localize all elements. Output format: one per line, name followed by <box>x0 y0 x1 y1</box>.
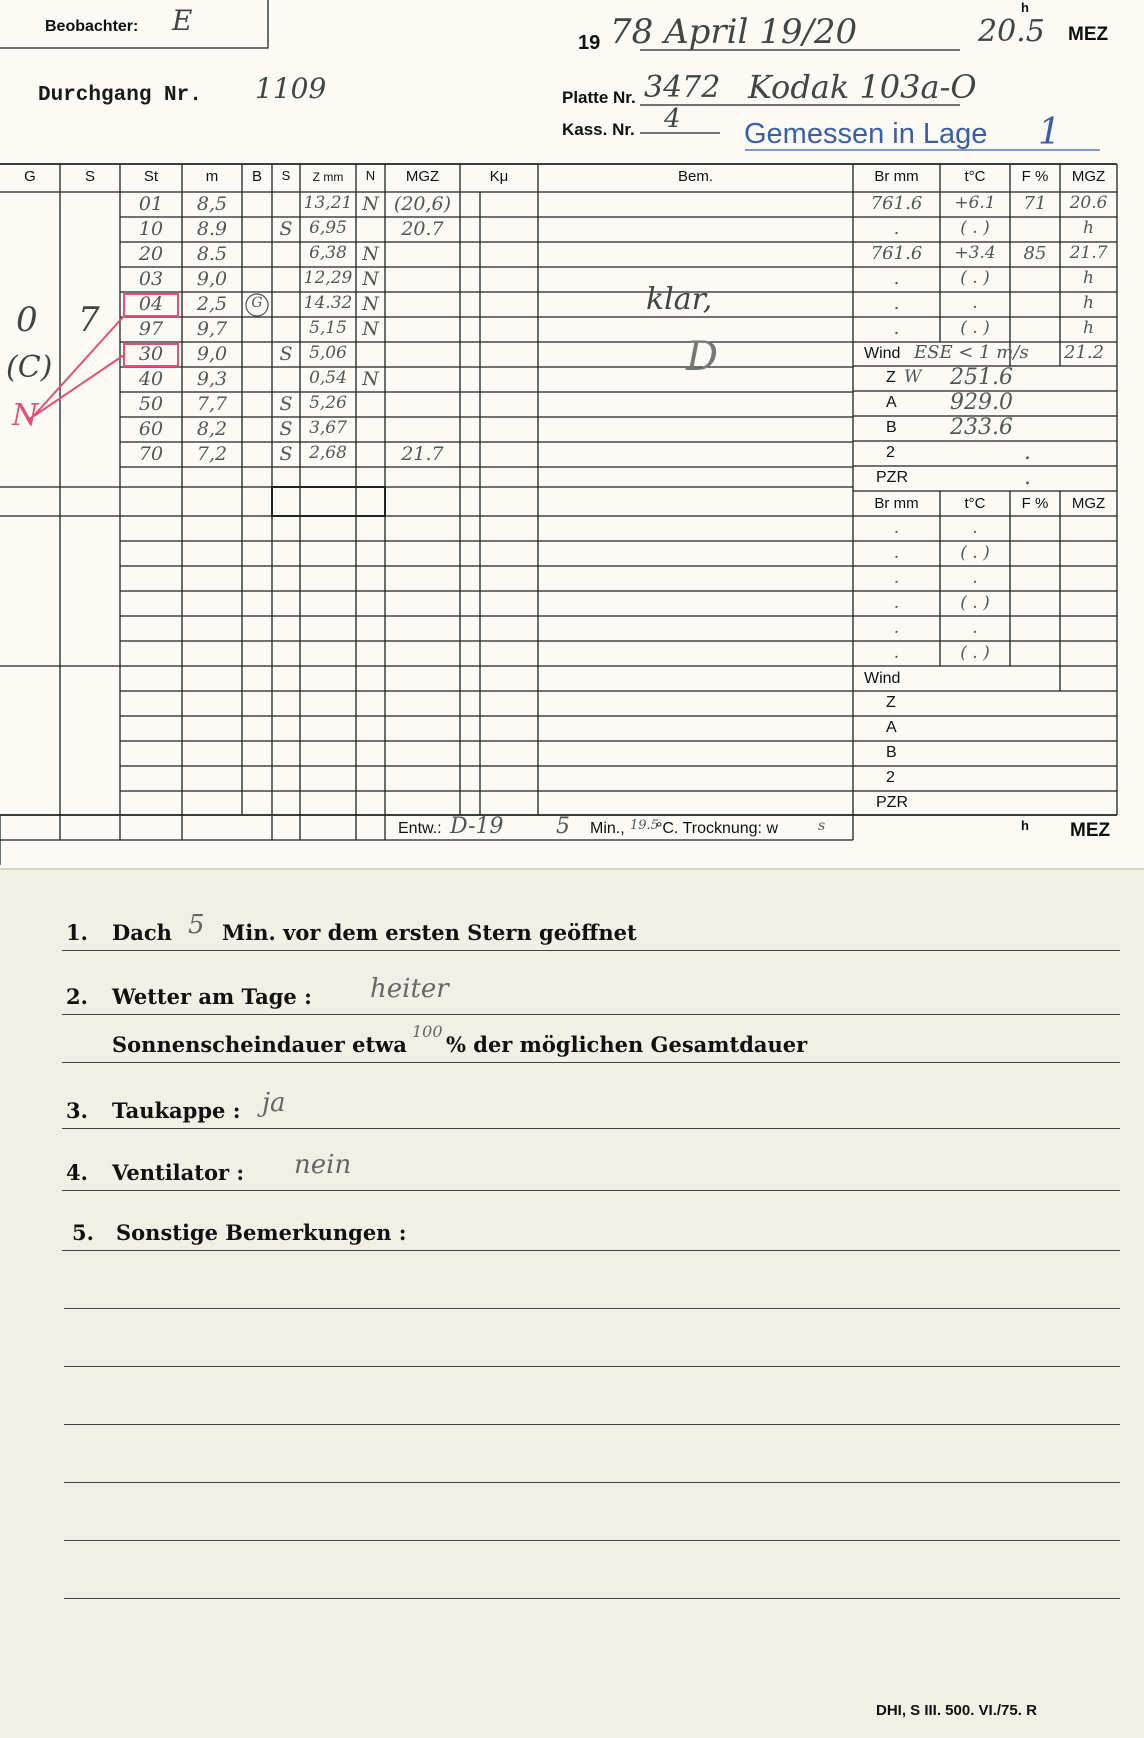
question-number: 2. <box>66 984 88 1009</box>
question-answer: ja <box>262 1088 286 1118</box>
row-m: 7,7 <box>196 393 228 415</box>
col-header-bem: Bem. <box>677 168 713 185</box>
row-z: 2,68 <box>309 443 347 463</box>
col-header-b: B <box>251 168 262 185</box>
cassette-value: 4 <box>664 104 681 134</box>
time-value: 20.5 <box>978 14 1045 49</box>
question-number: 5. <box>72 1220 94 1245</box>
wind-value: ESE < 1 m/s <box>914 342 1029 363</box>
param-label: 2 <box>886 444 895 461</box>
wx2-br: . <box>893 643 900 663</box>
col-header-g: G <box>24 168 36 185</box>
row-mgz: 21.7 <box>401 443 444 465</box>
blank-remark-line <box>64 1424 1120 1425</box>
row-st: 01 <box>138 193 164 215</box>
answer-line <box>62 950 1120 951</box>
remark-d: D <box>686 334 719 380</box>
row-st: 50 <box>138 393 164 415</box>
remark-clear: klar, <box>646 282 713 317</box>
wx-header-f: F % <box>1021 168 1049 185</box>
question-answer: 100 <box>412 1022 443 1041</box>
answer-line <box>62 1062 1120 1063</box>
wind-mgz: 21.2 <box>1064 342 1105 363</box>
row-z: 3,67 <box>309 418 347 438</box>
wx-header-mgz: MGZ <box>1071 168 1106 185</box>
blank-remark-line <box>64 1308 1120 1309</box>
wx2-t: ( . ) <box>960 643 990 663</box>
stamp-label: Gemessen in Lage <box>744 118 988 150</box>
row-b: G <box>251 295 263 311</box>
question-answer: heiter <box>370 974 449 1004</box>
row-st: 30 <box>138 343 164 365</box>
timezone: MEZ <box>1068 24 1109 45</box>
wx2-header-mgz: MGZ <box>1071 495 1106 512</box>
wx2-t: . <box>972 568 978 588</box>
question-suffix: Min. vor dem ersten Stern geöffnet <box>222 920 637 945</box>
wx2-br: . <box>893 568 900 588</box>
wx-t: ( . ) <box>960 318 990 338</box>
wx-t: . <box>972 293 978 313</box>
row-st: 40 <box>138 368 164 390</box>
answer-line <box>62 1014 1120 1015</box>
row-n: N <box>362 293 379 315</box>
row-s: S <box>279 218 293 240</box>
wx2-br: . <box>893 593 900 613</box>
entw-label: Entw.: <box>398 820 442 837</box>
param2-label: B <box>886 744 897 761</box>
answer-line <box>62 1190 1120 1191</box>
wx2-header-t: t°C <box>964 495 986 512</box>
question-prefix: Wetter am Tage : <box>112 984 312 1009</box>
question-prefix: Taukappe : <box>112 1098 241 1123</box>
wx-mgz: h <box>1083 268 1094 288</box>
wx2-t: . <box>972 518 978 538</box>
row-z: 5,26 <box>309 393 347 413</box>
row-m: 9,7 <box>196 318 228 340</box>
plate-value: 3472 <box>644 70 721 105</box>
row-m: 9,0 <box>196 268 228 290</box>
wx-br: 761.6 <box>870 243 923 264</box>
row-m: 2,5 <box>196 293 228 315</box>
col-header-m: m <box>205 168 219 185</box>
wx2-t: ( . ) <box>960 593 990 613</box>
row-s: S <box>279 393 293 415</box>
g-value-2: (C) <box>6 350 53 385</box>
row-st: 03 <box>138 268 164 290</box>
plate-label: Platte Nr. <box>562 88 636 107</box>
cassette-label: Kass. Nr. <box>562 120 635 139</box>
observer-value: E <box>172 4 193 37</box>
row-s: S <box>279 343 293 365</box>
param-label: B <box>886 419 897 436</box>
wx-header-t: t°C <box>964 168 986 185</box>
row-m: 9,0 <box>196 343 228 365</box>
observer-label: Beobachter: <box>45 18 139 35</box>
row-z: 13,21 <box>303 193 353 213</box>
blank-remark-line <box>64 1366 1120 1367</box>
param-value: 233.6 <box>950 415 1013 440</box>
wx-header-br: Br mm <box>874 168 919 185</box>
dry-value: s <box>818 818 826 834</box>
wx-t: +3.4 <box>954 243 996 263</box>
param-value: 929.0 <box>950 390 1013 415</box>
wx-mgz: h <box>1083 218 1094 238</box>
row-n: N <box>362 243 379 265</box>
date-value: 78 April 19/20 <box>610 12 858 52</box>
question-answer: 5 <box>188 910 205 940</box>
param-label: Z <box>886 369 896 386</box>
question-prefix: Ventilator : <box>112 1160 245 1185</box>
question-prefix: Sonstige Bemerkungen : <box>116 1220 407 1245</box>
param2-label: A <box>886 719 897 736</box>
row-n: N <box>362 268 379 290</box>
wx-br: . <box>893 268 900 289</box>
end-timezone: MEZ <box>1070 820 1111 841</box>
row-s: S <box>279 418 293 440</box>
row-mgz: 20.7 <box>401 218 444 240</box>
wx-mgz: h <box>1083 293 1094 313</box>
transit-label: Durchgang Nr. <box>38 84 202 107</box>
row-z: 5,15 <box>309 318 347 338</box>
answer-line <box>62 1128 1120 1129</box>
blank-remark-line <box>64 1482 1120 1483</box>
wx-mgz: 20.6 <box>1069 193 1108 213</box>
wx2-br: . <box>893 518 900 538</box>
wx2-header-f: F % <box>1021 495 1049 512</box>
wx2-t: . <box>972 618 978 638</box>
col-header-mgz: MGZ <box>405 168 440 185</box>
col-header-n: N <box>365 168 376 183</box>
row-st: 70 <box>138 443 164 465</box>
wind-label-2: Wind <box>864 670 901 687</box>
row-st: 60 <box>138 418 164 440</box>
col-header-kmu: Kμ <box>489 168 509 185</box>
row-mgz: (20,6) <box>393 193 452 215</box>
answer-line <box>62 1250 1120 1251</box>
wx-br: . <box>893 293 900 314</box>
time-unit: h <box>1021 0 1029 15</box>
question-prefix: Sonnenscheindauer etwa <box>112 1032 407 1057</box>
wx-br: . <box>893 218 900 239</box>
row-st: 04 <box>138 293 164 315</box>
row-st: 97 <box>138 318 164 340</box>
temp-label: °C. Trocknung: w <box>656 820 778 837</box>
wx-br: 761.6 <box>870 193 923 214</box>
g-value: 0 <box>16 300 38 340</box>
row-m: 8,2 <box>196 418 228 440</box>
stamp-value: 1 <box>1038 112 1061 153</box>
row-z: 14.32 <box>303 293 353 313</box>
col-header-z: Z mm <box>312 170 344 184</box>
wx2-t: ( . ) <box>960 543 990 563</box>
question-answer: nein <box>294 1150 352 1180</box>
param2-label: 2 <box>886 769 895 786</box>
developer-value: D-19 <box>450 814 504 839</box>
param-label: A <box>886 394 897 411</box>
param2-label: PZR <box>876 794 908 811</box>
param-value: . <box>1024 465 1031 490</box>
pink-mark: N <box>12 398 39 433</box>
wind-label: Wind <box>864 345 901 362</box>
row-z: 5,06 <box>309 343 347 363</box>
dev-minutes: 5 <box>556 814 570 839</box>
wx-t: ( . ) <box>960 218 990 238</box>
wx-f: 85 <box>1023 243 1047 264</box>
end-time-unit: h <box>1021 818 1029 833</box>
question-number: 1. <box>66 920 88 945</box>
wx2-br: . <box>893 543 900 563</box>
year-prefix: 19 <box>578 32 601 54</box>
row-z: 6,38 <box>309 243 347 263</box>
blank-remark-line <box>64 1598 1120 1599</box>
wx-br: . <box>893 318 900 339</box>
row-z: 0,54 <box>309 368 347 388</box>
transit-value: 1109 <box>255 72 327 105</box>
s-value: 7 <box>78 300 100 340</box>
row-st: 10 <box>138 218 164 240</box>
row-st: 20 <box>138 243 164 265</box>
wx-t: +6.1 <box>954 193 996 213</box>
row-m: 8,5 <box>196 193 228 215</box>
dev-temp: 19.5 <box>630 818 659 833</box>
row-z: 6,95 <box>309 218 347 238</box>
wx-mgz: 21.7 <box>1069 243 1108 263</box>
col-header-st: St <box>143 168 159 185</box>
plate-type: Kodak 103a-O <box>748 68 977 106</box>
col-header-s2: S <box>281 168 291 183</box>
param-value: 251.6 <box>950 365 1013 390</box>
footer-code: DHI, S III. 500. VI./75. R <box>876 1702 1037 1719</box>
question-suffix: % der möglichen Gesamtdauer <box>446 1032 808 1057</box>
row-m: 9,3 <box>196 368 228 390</box>
blank-remark-line <box>64 1540 1120 1541</box>
question-number: 3. <box>66 1098 88 1123</box>
row-z: 12,29 <box>303 268 353 288</box>
question-number: 4. <box>66 1160 88 1185</box>
param2-label: Z <box>886 694 896 711</box>
row-s: S <box>279 443 293 465</box>
col-header-s: S <box>84 168 95 185</box>
row-m: 7,2 <box>196 443 228 465</box>
wx-f: 71 <box>1023 193 1047 214</box>
param-extra: W <box>904 367 922 387</box>
min-label: Min., <box>590 820 625 837</box>
wx-t: ( . ) <box>960 268 990 288</box>
wx2-header-br: Br mm <box>874 495 919 512</box>
row-m: 8.5 <box>196 243 228 265</box>
row-n: N <box>362 193 379 215</box>
wx2-br: . <box>893 618 900 638</box>
row-n: N <box>362 368 379 390</box>
param-value: . <box>1024 440 1031 465</box>
param-label: PZR <box>876 469 908 486</box>
row-n: N <box>362 318 379 340</box>
question-prefix: Dach <box>112 920 172 945</box>
row-m: 8.9 <box>196 218 228 240</box>
wx-mgz: h <box>1083 318 1094 338</box>
